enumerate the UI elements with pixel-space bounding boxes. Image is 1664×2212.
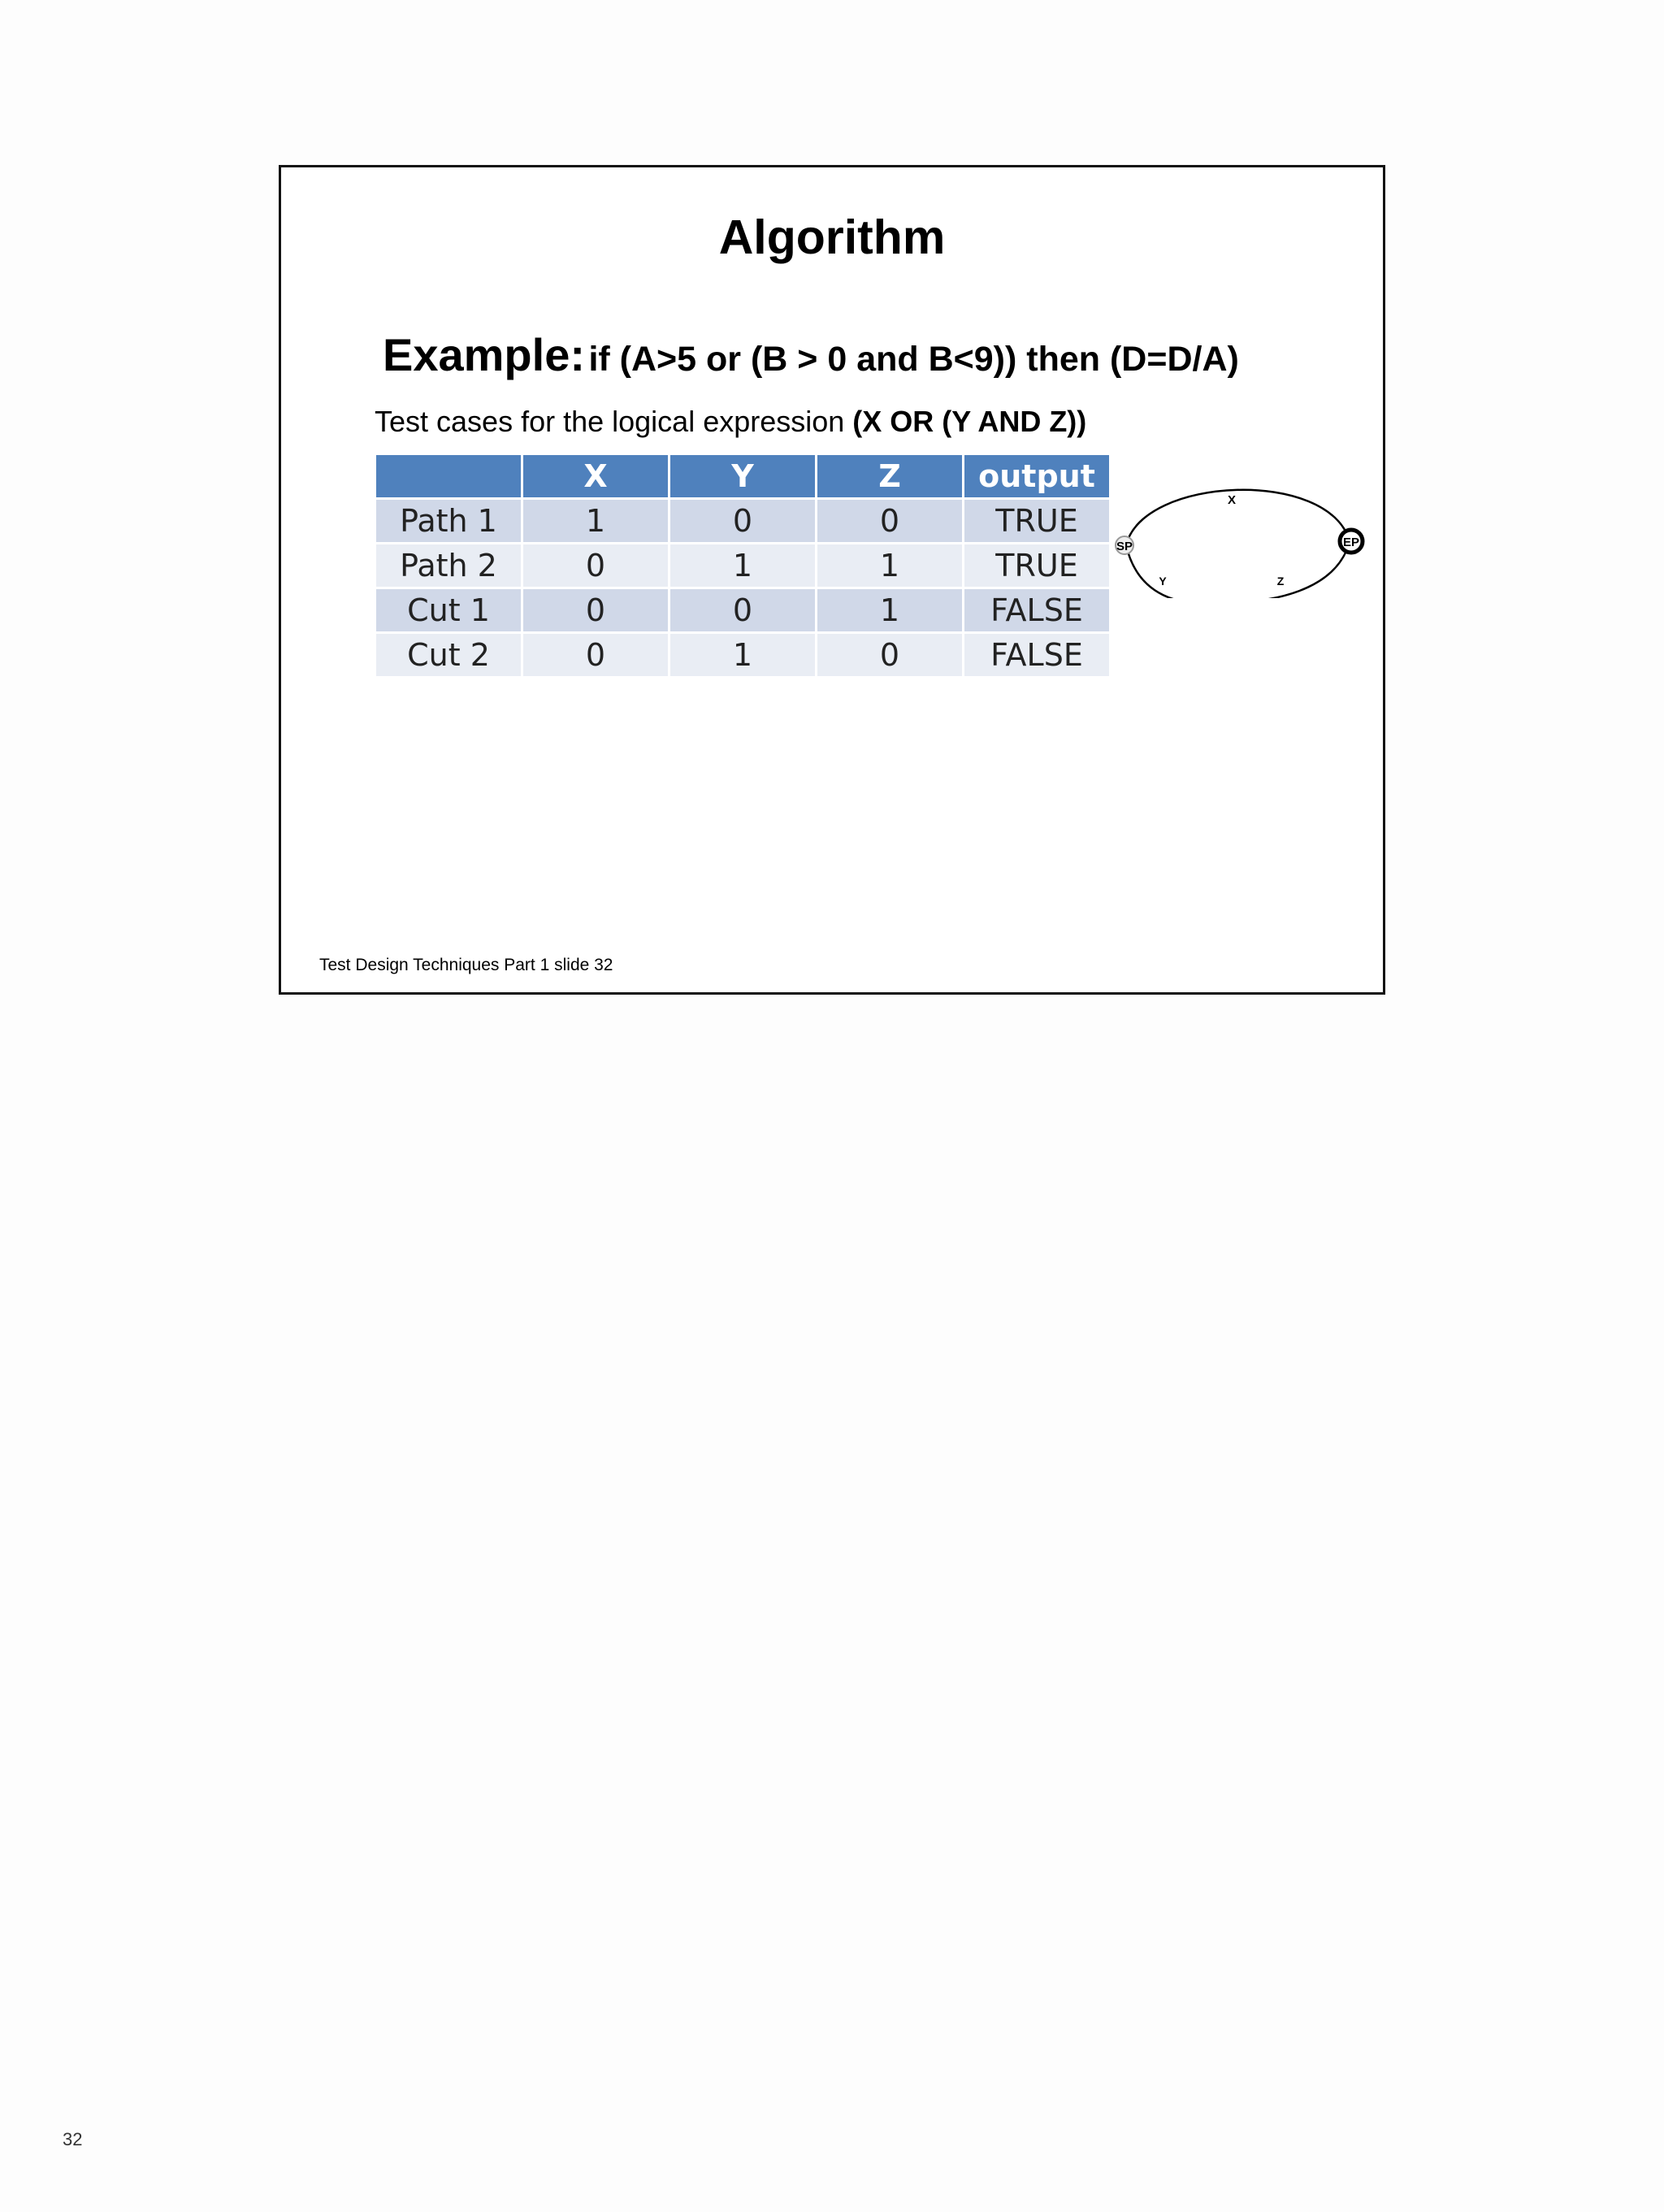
slide-title: Algorithm	[718, 210, 946, 264]
edge-left	[1126, 545, 1216, 598]
cell-z: 0	[817, 500, 962, 542]
cell-z: 1	[817, 544, 962, 587]
cell-z: 1	[817, 589, 962, 631]
edge-label-z: Z	[1276, 575, 1285, 588]
header-cell-output: output	[964, 455, 1109, 497]
test-cases-subtitle	[375, 405, 1086, 439]
cell-output: FALSE	[964, 634, 1109, 676]
page-number: 32	[63, 2129, 83, 2149]
edge-label-y: Y	[1159, 575, 1167, 588]
row-label: Cut 2	[376, 634, 521, 676]
table-row	[376, 634, 1109, 676]
test-case-table	[374, 453, 1112, 679]
subtitle-text: Test cases for the logical expression	[375, 405, 845, 438]
edge-right	[1216, 541, 1350, 598]
table-row	[376, 589, 1109, 631]
row-label: Path 2	[376, 544, 521, 587]
table-header-row	[376, 455, 1109, 497]
cell-z: 0	[817, 634, 962, 676]
start-node-label: SP	[1116, 540, 1133, 553]
slide	[279, 165, 1385, 995]
cell-y: 1	[670, 544, 815, 587]
cell-y: 1	[670, 634, 815, 676]
header-cell-z: Z	[817, 455, 962, 497]
row-label: Path 1	[376, 500, 521, 542]
table-row	[376, 544, 1109, 587]
cell-x: 0	[523, 634, 668, 676]
subtitle-expression: (X OR (Y AND Z))	[852, 405, 1087, 438]
row-label: Cut 1	[376, 589, 521, 631]
control-flow-diagram	[1110, 468, 1370, 598]
example-lead: Example:	[383, 329, 585, 380]
cell-x: 0	[523, 589, 668, 631]
cell-y: 0	[670, 500, 815, 542]
header-cell-x: X	[523, 455, 668, 497]
example-code: if (A>5 or (B > 0 and B<9)) then (D=D/A)	[588, 340, 1239, 379]
table-row	[376, 500, 1109, 542]
cell-x: 0	[523, 544, 668, 587]
cell-output: TRUE	[964, 500, 1109, 542]
edge-top	[1126, 490, 1350, 545]
example-line	[383, 328, 1239, 381]
edge-label-x: X	[1227, 493, 1237, 507]
header-cell-y: Y	[670, 455, 815, 497]
end-node-label: EP	[1342, 536, 1360, 549]
slide-footer: Test Design Techniques Part 1 slide 32	[319, 956, 613, 974]
cell-output: FALSE	[964, 589, 1109, 631]
header-cell-blank	[376, 455, 521, 497]
cell-y: 0	[670, 589, 815, 631]
cell-output: TRUE	[964, 544, 1109, 587]
cell-x: 1	[523, 500, 668, 542]
